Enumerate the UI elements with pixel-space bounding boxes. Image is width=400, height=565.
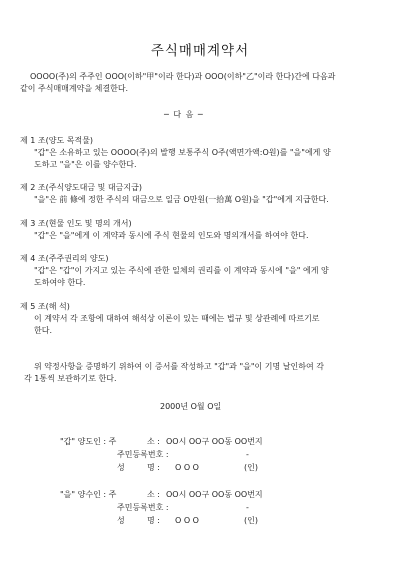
buyer-name-label-1: 성 [117, 516, 125, 525]
buyer-id-label: 주민등록번호 : [117, 503, 169, 512]
buyer-id-dash: - [246, 503, 249, 512]
seller-id-row [60, 450, 380, 460]
buyer-role: "을" 양수인 : 주 [60, 490, 117, 499]
document-title: 주식매매계약서 [150, 43, 250, 59]
seller-address-value: OO시 OO구 OO동 OO번지 [166, 437, 263, 446]
article-3-line-1: "갑"은 "을"에게 이 계약과 동시에 주식 현물의 인도와 명의개서를 하여야 한다. [34, 231, 309, 240]
seller-seal: (인) [244, 463, 258, 472]
section-heading: ─ 다 음 ─ [164, 110, 204, 119]
article-3-title: 제 3 조(현물 인도 및 명의 개서) [20, 219, 132, 228]
article-2-line-1: "을"은 前 條에 정한 주식의 대금으로 일금 O만원(一拾萬 O원)을 "갑"에게 지급한다. [34, 195, 329, 204]
article-1-line-2: 도하고 "을"은 이를 양수한다. [34, 160, 137, 169]
preamble-line-1: OOOO(주)의 주주인 OOO(이하"甲"이라 한다)과 OOO(이하"乙"이라 한다)간에 다음과 [30, 72, 336, 81]
contract-date: 2000년 O월 O일 [160, 402, 222, 411]
seller-name-row [60, 463, 380, 473]
closing-line-2: 각 1통씩 보관하기로 한다. [24, 374, 117, 383]
buyer-seal: (인) [244, 516, 258, 525]
buyer-name-value: O O O [175, 516, 199, 525]
buyer-address-value: OO시 OO구 OO동 OO번지 [166, 490, 263, 499]
seller-name-label-2: 명 : [147, 463, 160, 472]
seller-name-value: O O O [175, 463, 199, 472]
closing-line-1: 위 약정사항을 증명하기 위하여 이 증서를 작성하고 "갑"과 "을"이 기명 날인하여 각 [34, 362, 324, 371]
article-5-line-2: 한다. [34, 326, 52, 335]
buyer-name-row [60, 516, 380, 526]
article-5-title: 제 5 조(해 석) [20, 302, 70, 311]
buyer-id-row [60, 503, 380, 513]
seller-address-label: 소 : [147, 437, 160, 446]
buyer-name-label-2: 명 : [147, 516, 160, 525]
article-1-title: 제 1 조(양도 목적물) [20, 136, 94, 145]
buyer-address-label: 소 : [147, 490, 160, 499]
seller-address-row [60, 437, 380, 447]
seller-role: "갑" 양도인 : 주 [60, 437, 117, 446]
article-4-title: 제 4 조(주주권리의 양도) [20, 254, 109, 263]
seller-id-dash: - [246, 450, 249, 459]
preamble-line-2: 같이 주식매매계약을 체결한다. [20, 84, 129, 93]
seller-name-label-1: 성 [117, 463, 125, 472]
article-4-line-1: "갑"은 "갑"이 가지고 있는 주식에 관한 일체의 권리를 이 계약과 동시에 "을" 에게 양 [34, 266, 329, 275]
article-1-line-1: "갑"은 소유하고 있는 OOOO(주)의 발행 보통주식 O주(액면가액:O원)를 "을"에게 양 [34, 148, 331, 157]
article-5-line-1: 이 계약서 각 조항에 대하여 해석상 이론이 있는 때에는 법규 및 상관례에 따르기로 [34, 314, 320, 323]
article-2-title: 제 2 조(주식양도대금 및 대금지급) [20, 183, 142, 192]
buyer-address-row [60, 490, 380, 500]
article-4-line-2: 도하여야 한다. [34, 278, 86, 287]
seller-id-label: 주민등록번호 : [117, 450, 169, 459]
